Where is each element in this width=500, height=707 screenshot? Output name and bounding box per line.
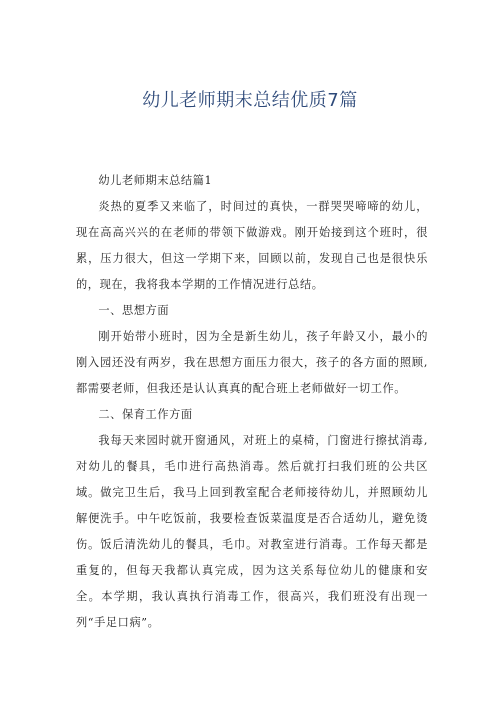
- paragraph-care-work: 我每天来园时就开窗通风，对班上的桌椅，门窗进行擦拭消毒,对幼儿的餐具，毛巾进行高热消毒。然后就打扫我们班的公共区域。做完卫生后，我马上回到教室配合老师接待幼儿，并照顾幼儿解便洗手。中午吃饭前，我要检查饭菜温度是否合适幼儿，避免烫伤。饭后清洗幼儿的餐具，毛巾。对教室进行消毒。工作每天都是重复的，但每天我都认真完成，因为这关系每位幼儿的健康和安全。本学期，我认真执行消毒工作，很高兴，我们班没有出现一列“手足口病”。: [76, 434, 428, 629]
- paragraph-intro: 炎热的夏季又来临了，时间过的真快，一群哭哭啼啼的幼儿，现在高高兴兴的在老师的带领下做游戏。刚开始接到这个班时，很累，压力很大，但这一学期下来，回顾以前，发现自己也是很快乐的，现在，我将我本学期的工作情况进行总结。: [76, 200, 428, 291]
- document-body: [76, 168, 428, 636]
- heading-care-work: 二、保育工作方面: [98, 408, 193, 421]
- document-title: 幼儿老师期末总结优质7篇: [142, 90, 358, 111]
- heading-thought: 一、思想方面: [98, 304, 170, 317]
- paragraph-thought: 刚开始带小班时，因为全是新生幼儿，孩子年龄又小，最小的刚入园还没有两岁，我在思想方面压力很大，孩子的各方面的照顾,都需要老师，但我还是认认真真的配合班上老师做好一切工作。: [76, 330, 428, 395]
- section-subtitle: 幼儿老师期末总结篇1: [98, 174, 213, 187]
